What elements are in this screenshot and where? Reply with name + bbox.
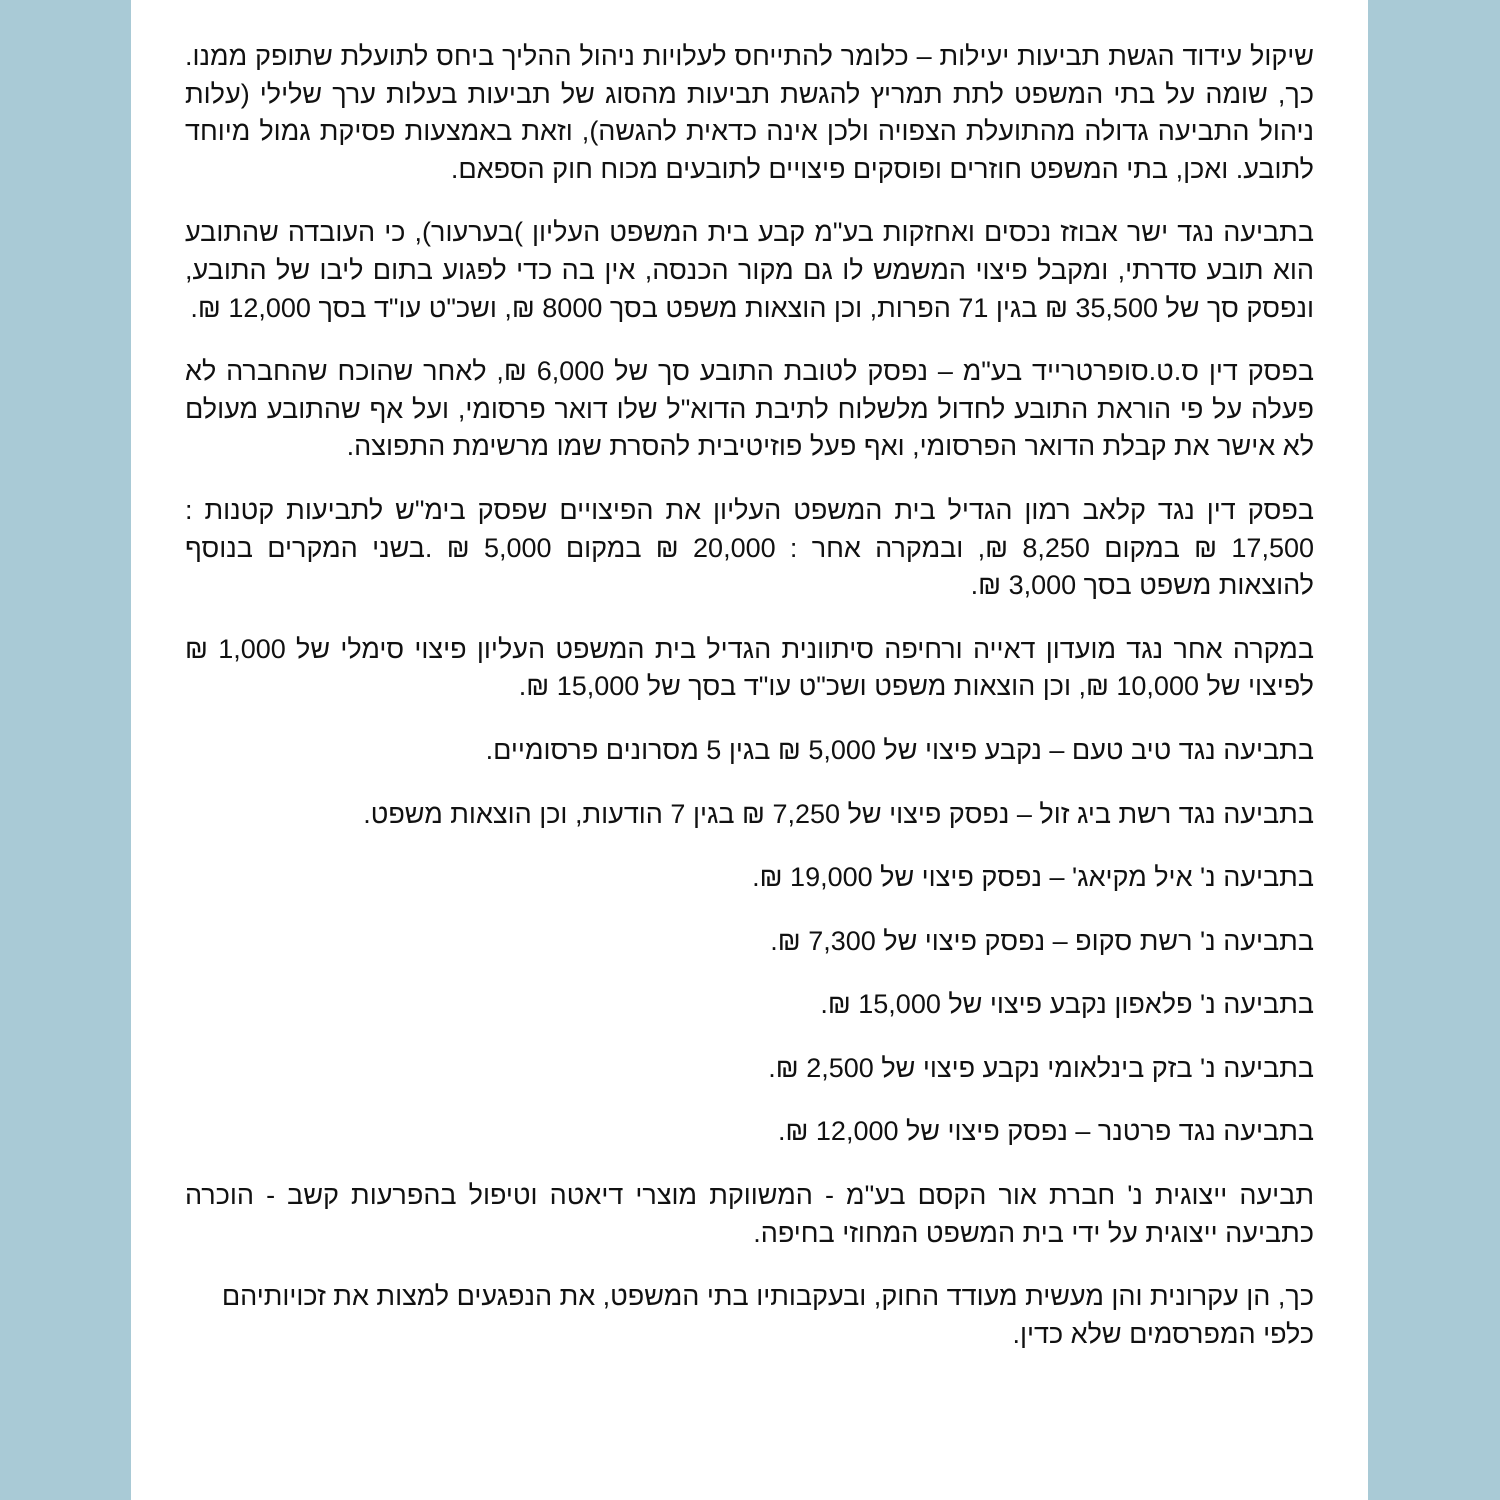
- paragraph-yashar-case: בתביעה נגד ישר אבוזז נכסים ואחזקות בע"מ קבע בית המשפט העליון )בערעור), כי העובדה שהתובע הוא תובע סדרתי, ומקבל פיצוי המשמש לו גם מקור הכנסה, אין בה כדי לפגוע בתום ליבו של התובע, ונפסק סך של 35,500 ₪ בגין 71 הפרות, וכן הוצאות משפט בסך 8000 ₪, ושכ"ט עו"ד בסך 12,000 ₪.: [185, 217, 1314, 323]
- paragraph-scoop-case: בתביעה נ' רשת סקופ – נפסק פיצוי של 7,300 ₪.: [770, 925, 1314, 956]
- paragraph-bezeq-case: בתביעה נ' בזק בינלאומי נקבע פיצוי של 2,500 ₪.: [768, 1052, 1314, 1083]
- paragraph-tiv-taam-case: בתביעה נגד טיב טעם – נקבע פיצוי של 5,000 ₪ בגין 5 מסרונים פרסומיים.: [485, 734, 1314, 765]
- paragraph-supertrade-case: בפסק דין ס.ט.סופרטרייד בע"מ – נפסק לטובת התובע סך של 6,000 ₪, לאחר שהוכח שהחברה לא פעלה על פי הוראת התובע לחדול מלשלוח לתיבת הדוא"ל שלו דואר פרסומי, ועל אף שהתובע מעולם לא אישר את קבלת הדואר הפרסומי, ואף פעל פוזיטיבית להסרת שמו מרשימת התפוצה.: [185, 356, 1314, 462]
- paragraph-conclusion: כך, הן עקרונית והן מעשית מעודד החוק, ובעקבותיו בתי המשפט, את הנפגעים למצות את זכויותיהם כלפי המפרסמים שלא כדין.: [221, 1281, 1314, 1349]
- paragraph-class-action-case: תביעה ייצוגית נ' חברת אור הקסם בע"מ - המשווקת מוצרי דיאטה וטיפול בהפרעות קשב - הוכרה כתביעה ייצוגית על ידי בית המשפט המחוזי בחיפה.: [185, 1180, 1314, 1248]
- paragraph-club-ramon-case: בפסק דין נגד קלאב רמון הגדיל בית המשפט העליון את הפיצויים שפסק בימ"ש לתביעות קטנות : 17,500 ₪ במקום 8,250 ₪, ובמקרה אחר : 20,000 ₪ במקום 5,000 ₪ .בשני המקרים בנוסף להוצאות משפט בסך 3,000 ₪.: [185, 494, 1314, 601]
- document-page: [131, 0, 1368, 1500]
- document-body: [185, 38, 1314, 1353]
- paragraph-spam-law-incentive: שיקול עידוד הגשת תביעות יעילות – כלומר להתייחס לעלויות ניהול ההליך ביחס לתועלת שתופק ממנו. כך, שומה על בתי המשפט לתת תמריץ להגשת תביעות מהסוג של תביעות בעלות ערך שלילי (עלות ניהול התביעה גדולה מהתועלת הצפויה ולכן אינה כדאית להגשה), וזאת באמצעות פסיקת גמול מיוחד לתובע. ואכן, בתי המשפט חוזרים ופוסקים פיצויים לתובעים מכוח חוק הספאם.: [185, 41, 1314, 184]
- paragraph-pelephone-case: בתביעה נ' פלאפון נקבע פיצוי של 15,000 ₪.: [820, 989, 1314, 1020]
- paragraph-mac-case: בתביעה נ' איל מקיאג' – נפסק פיצוי של 19,000 ₪.: [752, 862, 1314, 893]
- paragraph-partner-case: בתביעה נגד פרטנר – נפסק פיצוי של 12,000 ₪.: [777, 1116, 1314, 1147]
- paragraph-paragliding-club-case: במקרה אחר נגד מועדון דאייה ורחיפה סיתוונית הגדיל בית המשפט העליון פיצוי סימלי של 1,000 ₪ לפיצוי של 10,000 ₪, וכן הוצאות משפט ושכ"ט עו"ד בסך של 15,000 ₪.: [185, 633, 1314, 702]
- paragraph-big-zol-case: בתביעה נגד רשת ביג זול – נפסק פיצוי של 7,250 ₪ בגין 7 הודעות, וכן הוצאות משפט.: [363, 798, 1314, 829]
